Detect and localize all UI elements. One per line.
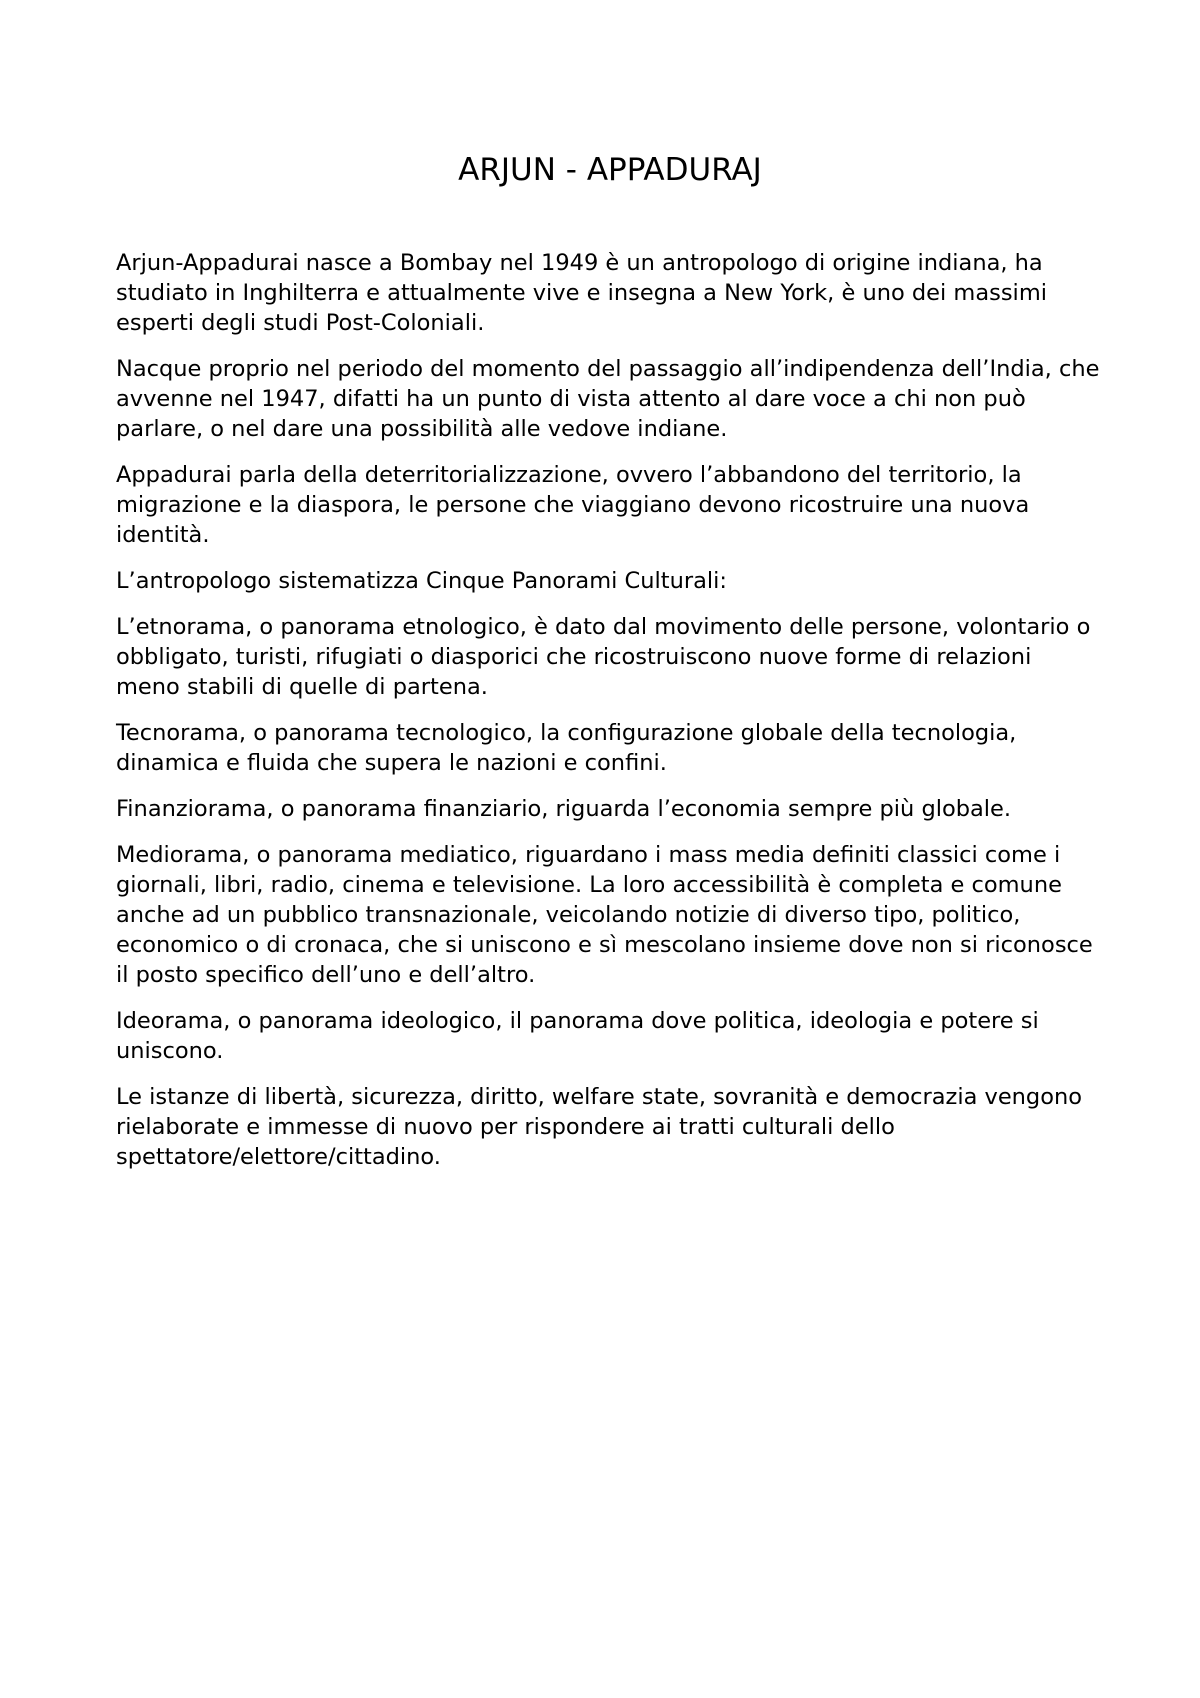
paragraph-deterritorialization: Appadurai parla della deterritorializzazione, ovvero l’abbandono del territorio, la migrazione e la diaspora, le persone che viaggiano devono ricostruire una nuova identità. xyxy=(116,462,1030,548)
paragraph-technoscape: Tecnorama, o panorama tecnologico, la configurazione globale della tecnologia, dinamica e fluida che supera le nazioni e confini. xyxy=(116,720,1017,776)
page-title: ARJUN - APPADURAJ xyxy=(458,152,762,188)
paragraph-mediascape: Mediorama, o panorama mediatico, riguardano i mass media definiti classici come i giornali, libri, radio, cinema e televisione. La loro accessibilità è completa e comune anche ad un pubblico transnazionale, veicolando notizie di diverso tipo, politico, economico o di cronaca, che si uniscono e sì mescolano insieme dove non si riconosce il posto specifico dell’uno e dell’altro. xyxy=(116,842,1093,988)
paragraph-intro: Arjun-Appadurai nasce a Bombay nel 1949 è un antropologo di origine indiana, ha studiato in Inghilterra e attualmente vive e insegna a New York, è uno dei massimi esperti degli studi Post-Coloniali. xyxy=(116,250,1047,336)
paragraph-ethnoscape: L’etnorama, o panorama etnologico, è dato dal movimento delle persone, volontario o obbligato, turisti, rifugiati o diasporici che ricostruiscono nuove forme di relazioni meno stabili di quelle di partena. xyxy=(116,614,1091,700)
paragraph-conclusion: Le istanze di libertà, sicurezza, diritto, welfare state, sovranità e democrazia vengono rielaborate e immesse di nuovo per rispondere ai tratti culturali dello spettatore/elettore/cittadino. xyxy=(116,1084,1083,1170)
paragraph-ideoscape: Ideorama, o panorama ideologico, il panorama dove politica, ideologia e potere si uniscono. xyxy=(116,1008,1039,1064)
paragraph-financescape: Finanziorama, o panorama finanziario, riguarda l’economia sempre più globale. xyxy=(116,796,1012,822)
paragraph-independence: Nacque proprio nel periodo del momento del passaggio all’indipendenza dell’India, che avvenne nel 1947, difatti ha un punto di vista attento al dare voce a chi non può parlare, o nel dare una possibilità alle vedove indiane. xyxy=(116,356,1100,442)
document-body xyxy=(116,248,1101,1172)
paragraph-five-landscapes: L’antropologo sistematizza Cinque Panorami Culturali: xyxy=(116,568,727,594)
